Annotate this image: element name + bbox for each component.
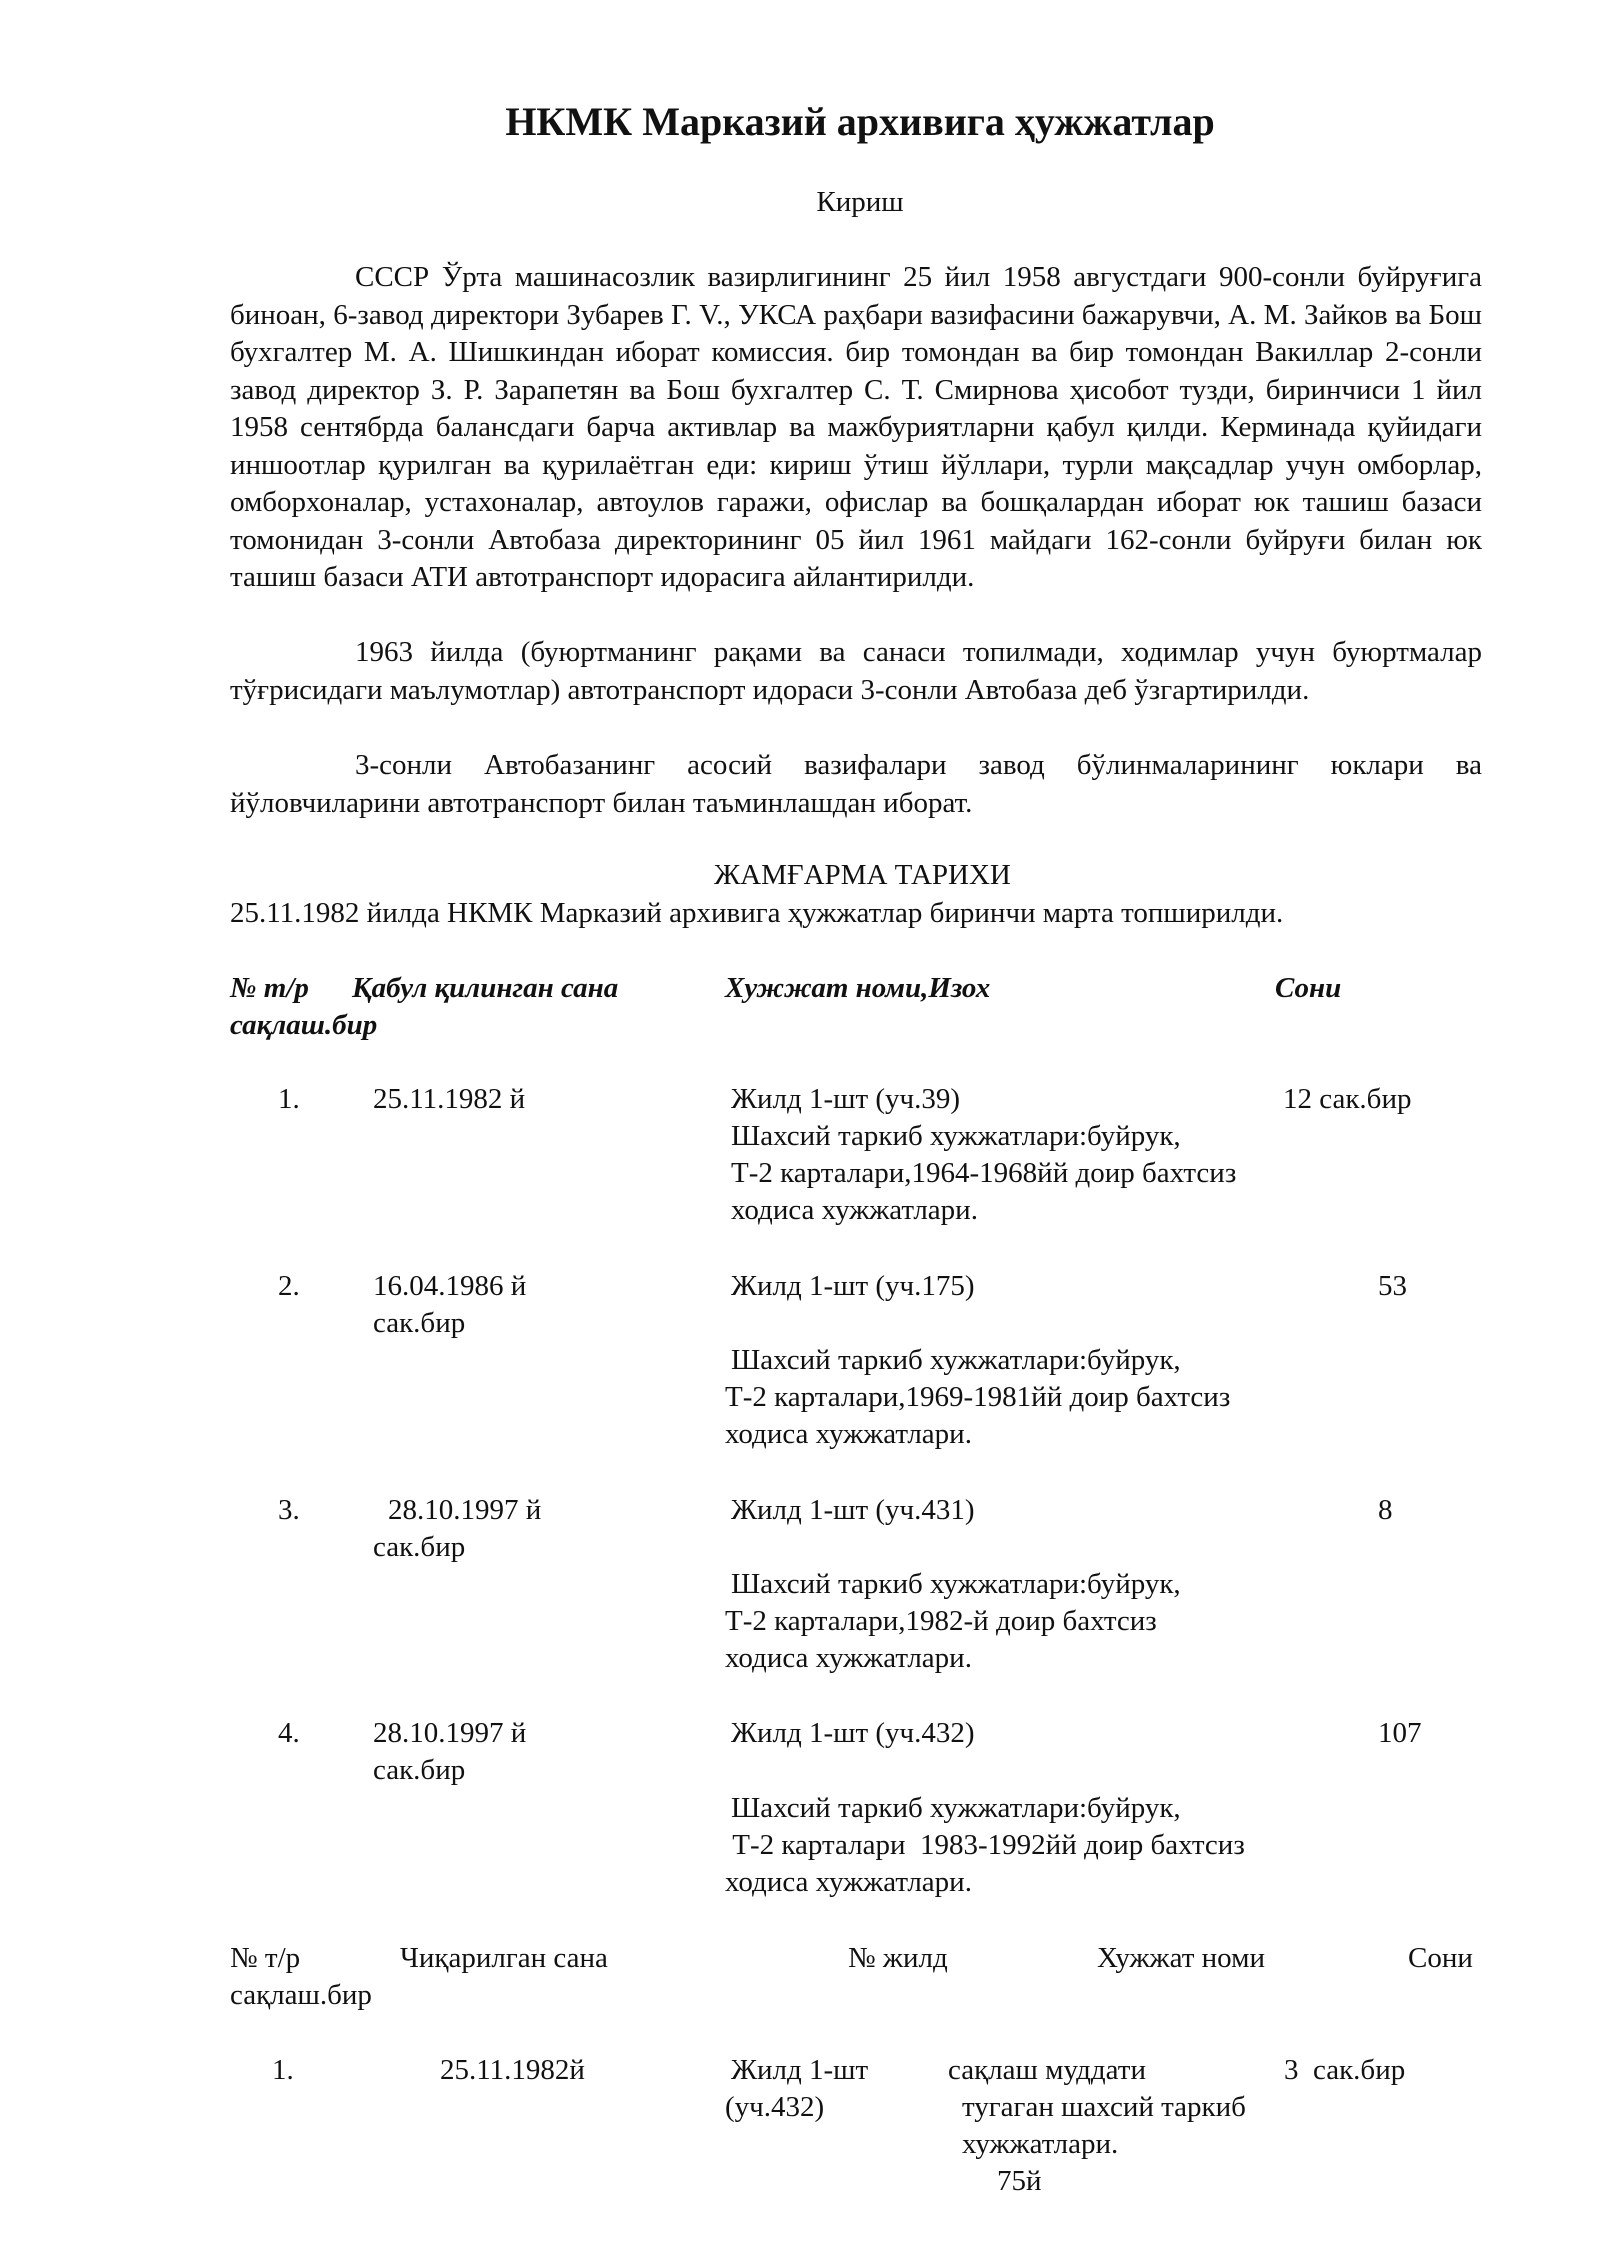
row-desc-line: Т-2 карталари,1969-1981йй доир бахтсиз	[725, 1381, 1231, 1413]
table1-header-date: Қабул қилинган сана	[352, 972, 619, 1004]
row-volume: Жилд 1-шт (уч.431)	[731, 1494, 975, 1526]
row-doc-line: сақлаш муддати	[948, 2054, 1146, 2086]
table2-header-date: Чиқарилган сана	[400, 1942, 608, 1974]
table2-header-num: № т/р	[230, 1942, 301, 1974]
row-desc-line: Шахсий таркиб хужжатлари:буйрук,	[731, 1792, 1181, 1824]
row-date: 25.11.1982й	[440, 2054, 585, 2086]
table1-header-unit: сақлаш.бир	[230, 1009, 378, 1041]
table1-header-count: Сони	[1275, 972, 1342, 1004]
table2-header-count: Сони	[1408, 1942, 1473, 1974]
row-volume: (уч.432)	[725, 2091, 825, 2123]
row-desc-line: Т-2 карталари,1964-1968йй доир бахтсиз	[731, 1157, 1237, 1189]
table2-header-unit: сақлаш.бир	[230, 1979, 372, 2011]
row-desc-line: ходиса хужжатлари.	[725, 1866, 972, 1898]
row-date: 28.10.1997 й	[373, 1717, 527, 1749]
row-desc-line: ходиса хужжатлари.	[725, 1418, 972, 1450]
row-desc-line: Шахсий таркиб хужжатлари:буйрук,	[731, 1568, 1181, 1600]
document-title: НКМК Марказий архивига ҳужжатлар	[505, 99, 1215, 144]
intro-paragraph-2: 1963 йилда (буюртманинг рақами ва санаси топилмади, ходимлар учун буюртмалар тўғрисидаги маълумотлар) автотранспорт идораси 3-сонли Автобаза деб ўзгартирилди.	[230, 636, 1482, 706]
row-desc-line: Т-2 карталари 1983-1992йй доир бахтсиз	[725, 1829, 1245, 1861]
row-volume: Жилд 1-шт	[731, 2054, 869, 2086]
table1-header-doc: Хужжат номи,Изох	[725, 972, 991, 1004]
row-date: 16.04.1986 й	[373, 1270, 527, 1302]
table2-header-doc: Хужжат номи	[1097, 1942, 1265, 1974]
row-date-unit: сак.бир	[373, 1754, 466, 1786]
row-count: 53	[1378, 1270, 1407, 1302]
row-number: 1.	[278, 1083, 300, 1115]
row-volume: Жилд 1-шт (уч.175)	[731, 1270, 975, 1302]
table2-header-volume: № жилд	[848, 1942, 948, 1974]
row-number: 3.	[278, 1494, 300, 1526]
row-desc-line: Шахсий таркиб хужжатлари:буйрук,	[731, 1120, 1181, 1152]
row-desc-line: ходиса хужжатлари.	[725, 1642, 972, 1674]
row-count: 107	[1378, 1717, 1422, 1749]
fund-history-text: 25.11.1982 йилда НКМК Марказий архивига ҳужжатлар биринчи марта топширилди.	[230, 897, 1284, 929]
intro-heading: Кириш	[816, 186, 904, 218]
row-doc-line: хужжатлари.	[962, 2128, 1119, 2160]
row-date-unit: сак.бир	[373, 1531, 466, 1563]
row-count: 8	[1378, 1494, 1393, 1526]
row-date-unit: сак.бир	[373, 1307, 466, 1339]
row-desc-line: ходиса хужжатлари.	[731, 1194, 978, 1226]
row-number: 1.	[272, 2054, 294, 2086]
row-doc-line: тугаган шахсий таркиб	[962, 2091, 1246, 2123]
row-desc-line: Шахсий таркиб хужжатлари:буйрук,	[731, 1344, 1181, 1376]
intro-paragraph-1: СССР Ўрта машинасозлик вазирлигининг 25 йил 1958 августдаги 900-сонли буйруғига биноан, 6-завод директори Зубарев Г. V., УКСА раҳбари вазифасини бажарувчи, А. М. Зайков ва Бош бухгалтер М. А. Шишкиндан иборат комиссия. бир томондан ва бир томондан Вакиллар 2-сонли завод директор З. Р. Зарапетян ва Бош бухгалтер С. Т. Смирнова ҳисобот тузди, биринчиси 1 йил 1958 сентябрда балансдаги барча активлар ва мажбуриятларни қабул қилди. Керминада қуйидаги иншоотлар қурилган ва қурилаётган еди: кириш ўтиш йўллари, турли мақсадлар учун омборлар, омборхоналар, устахоналар, автоулов гаражи, офислар ва бошқалардан иборат юк ташиш базаси томонидан 3-сонли Автобаза директорининг 05 йил 1961 майдаги 162-сонли буйруғи билан юк ташиш базаси АТИ автотранспорт идорасига айлантирилди.	[230, 261, 1482, 593]
intro-paragraph-3: 3-сонли Автобазанинг асосий вазифалари завод бўлинмаларининг юклари ва йўловчиларини автотранспорт билан таъминлашдан иборат.	[230, 749, 1482, 819]
row-volume: Жилд 1-шт (уч.39)	[731, 1083, 961, 1115]
row-date: 25.11.1982 й	[373, 1083, 526, 1115]
row-doc-line: 75й	[997, 2165, 1042, 2197]
fund-history-heading: ЖАМҒАРМА ТАРИХИ	[714, 859, 1011, 891]
row-volume: Жилд 1-шт (уч.432)	[731, 1717, 975, 1749]
row-number: 4.	[278, 1717, 300, 1749]
row-desc-line: Т-2 карталари,1982-й доир бахтсиз	[725, 1605, 1157, 1637]
table1-header-num: № т/р	[230, 972, 309, 1004]
row-number: 2.	[278, 1270, 300, 1302]
row-date: 28.10.1997 й	[388, 1494, 542, 1526]
row-count: 3 сак.бир	[1284, 2054, 1406, 2086]
row-count: 12 сак.бир	[1283, 1083, 1412, 1115]
